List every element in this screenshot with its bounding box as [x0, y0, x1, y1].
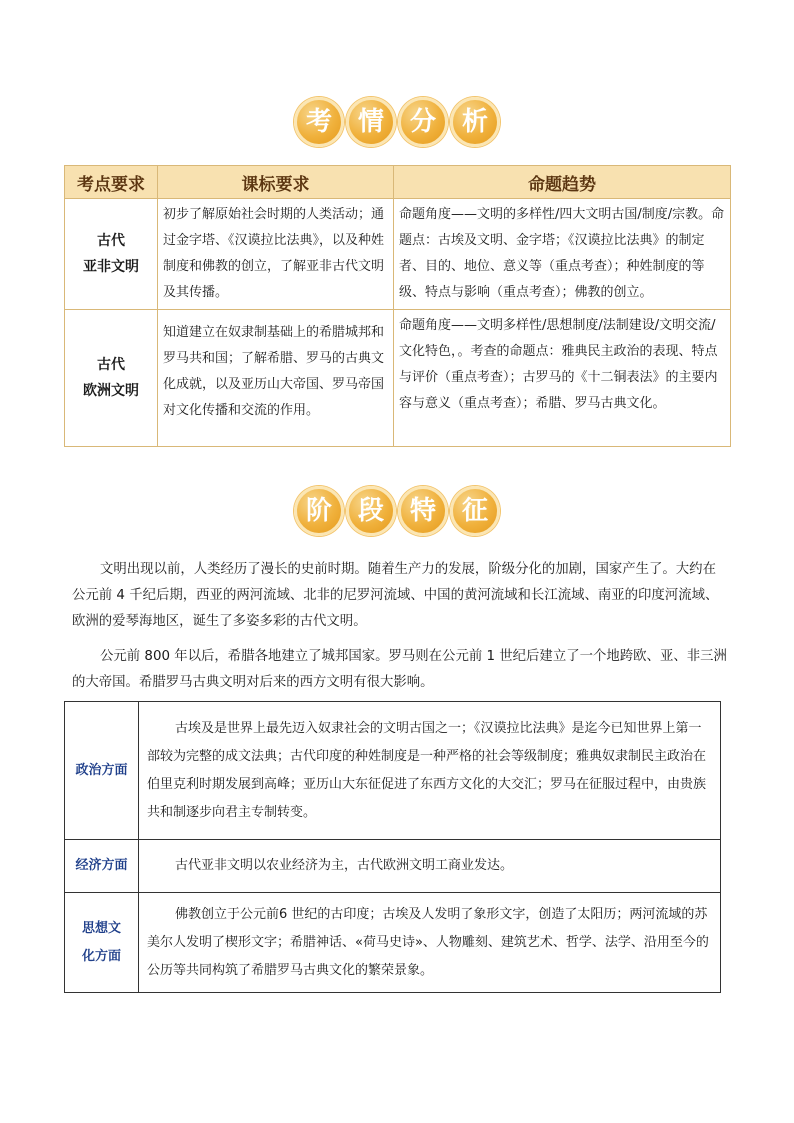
row-topic-line: 古代 — [97, 233, 125, 249]
section-banner-exam-analysis — [0, 97, 794, 151]
row-topic — [65, 199, 158, 310]
table-header-row — [65, 166, 731, 199]
row-topic — [65, 310, 158, 447]
table-row — [65, 702, 721, 840]
standard-cell: 初步了解原始社会时期的人类活动；通过金字塔、《汉谟拉比法典》，以及种姓制度和佛教的创立，了解亚非古代文明及其传播。 — [158, 199, 394, 310]
table-row — [65, 310, 731, 447]
body-paragraph: 文明出现以前，人类经历了漫长的史前时期。随着生产力的发展，阶级分化的加剧，国家产生了。大约在公元前 4 千纪后期，西亚的两河流域、北非的尼罗河流域、中国的黄河流域和长江流域、南亚的印度河流域、欧洲的爱琴海地区，诞生了多姿多彩的古代文明。 — [72, 562, 719, 629]
aspect-text: 佛教创立于公元前6 世纪的古印度；古埃及人发明了象形文字，创造了太阳历；两河流域的苏美尔人发明了楔形文字；希腊神话、«荷马史诗»、人物雕刻、建筑艺术、哲学、法学、沿用至今的公历等共同构筑了希腊罗马古典文化的繁荣景象。 — [139, 893, 721, 993]
trend-cell: 命题角度——文明的多样性/四大文明古国/制度/宗教。命题点：古埃及文明、金字塔；《汉谟拉比法典》的制定者、目的、地位、意义等（重点考查）；种姓制度的等级、特点与影响（重点考查）；佛教的创立。 — [394, 199, 731, 310]
aspect-label: 经济方面 — [65, 840, 139, 893]
aspect-label-line: 化方面 — [81, 948, 121, 964]
exam-analysis-table — [64, 165, 731, 447]
section-banner-stage-features — [0, 486, 794, 540]
aspect-label-line: 思想文 — [81, 920, 121, 936]
banner-char: 征 — [450, 486, 500, 536]
banner-char: 考 — [294, 97, 344, 147]
aspect-text: 古埃及是世界上最先迈入奴隶社会的文明古国之一；《汉谟拉比法典》是迄今已知世界上第一部较为完整的成文法典；古代印度的种姓制度是一种严格的社会等级制度；雅典奴隶制民主政治在伯里克利时期发展到高峰；亚历山大东征促进了东西方文化的大交汇；罗马在征服过程中，由贵族共和制逐步向君主专制转变。 — [139, 702, 721, 840]
row-topic-line: 欧洲文明 — [83, 383, 139, 399]
header-cell: 课标要求 — [158, 166, 394, 199]
standard-cell: 知道建立在奴隶制基础上的希腊城邦和罗马共和国；了解希腊、罗马的古典文化成就，以及亚历山大帝国、罗马帝国对文化传播和交流的作用。 — [158, 310, 394, 447]
banner-char: 分 — [398, 97, 448, 147]
table-row — [65, 893, 721, 993]
banner-char: 阶 — [294, 486, 344, 536]
banner-char: 析 — [450, 97, 500, 147]
header-cell: 命题趋势 — [394, 166, 731, 199]
table-row — [65, 199, 731, 310]
row-topic-line: 古代 — [97, 357, 125, 373]
stage-features-table — [64, 701, 721, 993]
body-paragraph: 公元前 800 年以后，希腊各地建立了城邦国家。罗马则在公元前 1 世纪后建立了一个地跨欧、亚、非三洲的大帝国。希腊罗马古典文明对后来的西方文明有很大影响。 — [72, 649, 727, 690]
banner-char: 情 — [346, 97, 396, 147]
header-cell: 考点要求 — [65, 166, 158, 199]
banner-char: 段 — [346, 486, 396, 536]
banner-char: 特 — [398, 486, 448, 536]
aspect-label — [65, 893, 139, 993]
table-row — [65, 840, 721, 893]
aspect-text: 古代亚非文明以农业经济为主，古代欧洲文明工商业发达。 — [139, 840, 721, 893]
trend-cell: 命题角度——文明多样性/思想制度/法制建设/文明交流/文化特色，。考查的命题点：雅典民主政治的表现、特点与评价（重点考查）；古罗马的《十二铜表法》的主要内容与意义（重点考查）；希腊、罗马古典文化。 — [394, 310, 731, 447]
aspect-label: 政治方面 — [65, 702, 139, 840]
row-topic-line: 亚非文明 — [83, 259, 139, 275]
